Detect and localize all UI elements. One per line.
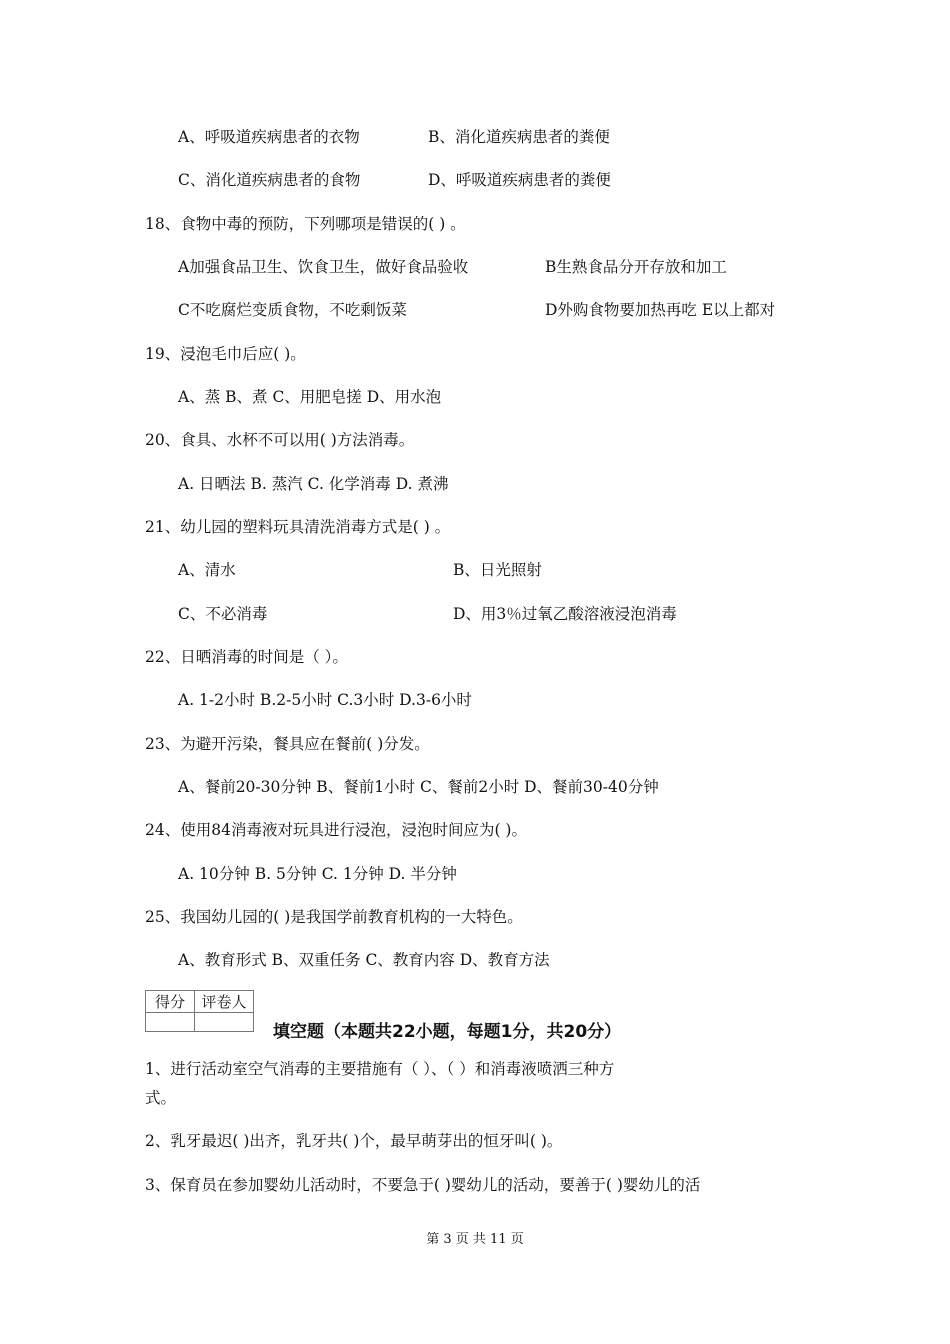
fill3: 3、保育员在参加婴幼儿活动时，不要急于( )婴幼儿的活动，要善于( )婴幼儿的活: [145, 1176, 701, 1194]
q21-option-a: A、清水: [178, 561, 236, 579]
section-title: 填空题（本题共22小题，每题1分，共20分）: [273, 1022, 622, 1042]
q22-stem: 22、日晒消毒的时间是（ ）。: [145, 648, 348, 666]
score-label: 得分: [146, 991, 195, 1013]
q20-stem: 20、食具、水杯不可以用( )方法消毒。: [145, 431, 415, 449]
q19-stem: 19、浸泡毛巾后应( )。: [145, 345, 306, 363]
q18-option-d: D外购食物要加热再吃 E以上都对: [545, 301, 776, 319]
fill1-line1: 1、进行活动室空气消毒的主要措施有（ ）、（ ）和消毒液喷洒三种方: [145, 1060, 615, 1078]
q22-options: A. 1-2小时 B.2-5小时 C.3小时 D.3-6小时: [178, 691, 472, 709]
q18-stem: 18、食物中毒的预防，下列哪项是错误的( ) 。: [145, 215, 466, 233]
fill2: 2、乳牙最迟( )出齐，乳牙共( )个，最早萌芽出的恒牙叫( )。: [145, 1132, 563, 1150]
q18-option-c: C不吃腐烂变质食物，不吃剩饭菜: [178, 301, 407, 319]
q23-stem: 23、为避开污染，餐具应在餐前( )分发。: [145, 735, 430, 753]
grader-cell: [195, 1013, 254, 1032]
q23-options: A、餐前20-30分钟 B、餐前1小时 C、餐前2小时 D、餐前30-40分钟: [178, 778, 659, 796]
q17-option-d: D、呼吸道疾病患者的粪便: [428, 171, 611, 189]
q24-options: A. 10分钟 B. 5分钟 C. 1分钟 D. 半分钟: [178, 865, 457, 883]
q17-option-b: B、消化道疾病患者的粪便: [428, 128, 610, 146]
q21-option-c: C、不必消毒: [178, 605, 268, 623]
page-footer: 第 3 页 共 11 页: [426, 1232, 524, 1247]
fill1-line2: 式。: [145, 1089, 177, 1107]
q18-option-a: A加强食品卫生、饮食卫生，做好食品验收: [178, 258, 469, 276]
score-cell: [146, 1013, 195, 1032]
q21-option-b: B、日光照射: [453, 561, 542, 579]
q17-option-a: A、呼吸道疾病患者的衣物: [178, 128, 360, 146]
q21-stem: 21、幼儿园的塑料玩具清洗消毒方式是( ) 。: [145, 518, 451, 536]
q18-option-b: B生熟食品分开存放和加工: [545, 258, 727, 276]
grader-label: 评卷人: [195, 991, 254, 1013]
q24-stem: 24、使用84消毒液对玩具进行浸泡，浸泡时间应为( )。: [145, 821, 527, 839]
q17-option-c: C、消化道疾病患者的食物: [178, 171, 361, 189]
q25-stem: 25、我国幼儿园的( )是我国学前教育机构的一大特色。: [145, 908, 523, 926]
q21-option-d: D、用3％过氧乙酸溶液浸泡消毒: [453, 605, 677, 623]
q20-options: A. 日晒法 B. 蒸汽 C. 化学消毒 D. 煮沸: [178, 475, 449, 493]
q19-options: A、蒸 B、煮 C、用肥皂搓 D、用水泡: [178, 388, 442, 406]
score-table: [145, 990, 254, 1032]
q25-options: A、教育形式 B、双重任务 C、教育内容 D、教育方法: [178, 951, 550, 969]
